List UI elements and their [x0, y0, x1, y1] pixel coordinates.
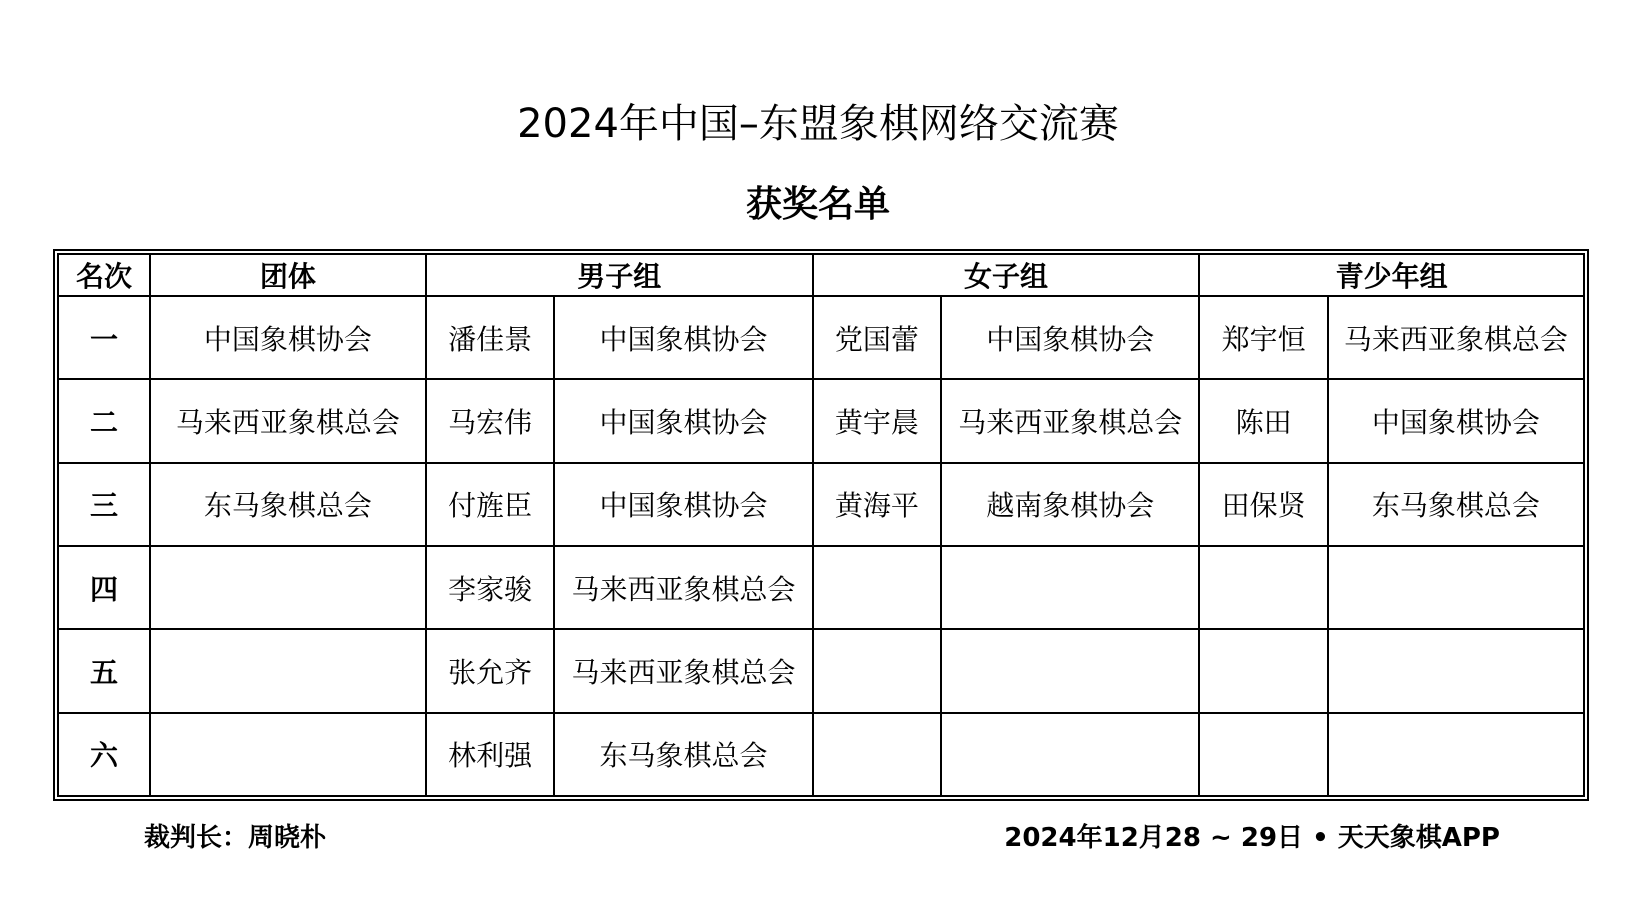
youth-name-cell — [1199, 546, 1328, 629]
header-women: 女子组 — [813, 254, 1200, 296]
youth-name-cell: 陈田 — [1199, 379, 1328, 462]
youth-org-cell: 马来西亚象棋总会 — [1328, 296, 1584, 379]
women-org-cell — [941, 546, 1199, 629]
men-name-cell: 林利强 — [426, 713, 555, 796]
table-row — [58, 463, 1584, 546]
team-cell — [150, 713, 426, 796]
header-men: 男子组 — [426, 254, 813, 296]
youth-org-cell — [1328, 546, 1584, 629]
table-row — [58, 546, 1584, 629]
document-subtitle: 获奖名单 — [745, 184, 890, 225]
women-name-cell — [813, 546, 942, 629]
date-and-source: 2024年12月28 ~ 29日 • 天天象棋APP — [1004, 823, 1500, 853]
women-name-cell — [813, 713, 942, 796]
table-row — [58, 629, 1584, 712]
awards-table — [57, 253, 1585, 797]
women-org-cell: 越南象棋协会 — [941, 463, 1199, 546]
men-name-cell: 张允齐 — [426, 629, 555, 712]
youth-name-cell: 田保贤 — [1199, 463, 1328, 546]
rank-cell: 二 — [58, 379, 150, 462]
awards-table-frame — [53, 249, 1589, 801]
team-cell — [150, 629, 426, 712]
men-org-cell: 中国象棋协会 — [554, 379, 812, 462]
women-org-cell — [941, 713, 1199, 796]
youth-org-cell: 中国象棋协会 — [1328, 379, 1584, 462]
women-name-cell — [813, 629, 942, 712]
rank-cell: 一 — [58, 296, 150, 379]
women-name-cell: 黄宇晨 — [813, 379, 942, 462]
youth-org-cell — [1328, 713, 1584, 796]
rank-cell: 四 — [58, 546, 150, 629]
men-name-cell: 付旌臣 — [426, 463, 555, 546]
men-name-cell: 潘佳景 — [426, 296, 555, 379]
rank-cell: 五 — [58, 629, 150, 712]
team-cell: 东马象棋总会 — [150, 463, 426, 546]
youth-name-cell — [1199, 713, 1328, 796]
youth-org-cell: 东马象棋总会 — [1328, 463, 1584, 546]
header-youth: 青少年组 — [1199, 254, 1584, 296]
men-org-cell: 东马象棋总会 — [554, 713, 812, 796]
team-cell: 中国象棋协会 — [150, 296, 426, 379]
header-team: 团体 — [150, 254, 426, 296]
team-cell: 马来西亚象棋总会 — [150, 379, 426, 462]
women-org-cell: 马来西亚象棋总会 — [941, 379, 1199, 462]
document-title: 2024年中国–东盟象棋网络交流赛 — [517, 101, 1119, 147]
chief-referee: 裁判长：周晓朴 — [144, 823, 327, 853]
table-header-row — [58, 254, 1584, 296]
youth-name-cell: 郑宇恒 — [1199, 296, 1328, 379]
men-org-cell: 马来西亚象棋总会 — [554, 629, 812, 712]
team-cell — [150, 546, 426, 629]
men-org-cell: 马来西亚象棋总会 — [554, 546, 812, 629]
men-name-cell: 李家骏 — [426, 546, 555, 629]
header-rank: 名次 — [58, 254, 150, 296]
women-name-cell: 黄海平 — [813, 463, 942, 546]
men-org-cell: 中国象棋协会 — [554, 463, 812, 546]
table-row — [58, 296, 1584, 379]
women-name-cell: 党国蕾 — [813, 296, 942, 379]
table-row — [58, 379, 1584, 462]
rank-cell: 六 — [58, 713, 150, 796]
youth-org-cell — [1328, 629, 1584, 712]
women-org-cell — [941, 629, 1199, 712]
men-org-cell: 中国象棋协会 — [554, 296, 812, 379]
table-row — [58, 713, 1584, 796]
men-name-cell: 马宏伟 — [426, 379, 555, 462]
rank-cell: 三 — [58, 463, 150, 546]
women-org-cell: 中国象棋协会 — [941, 296, 1199, 379]
youth-name-cell — [1199, 629, 1328, 712]
